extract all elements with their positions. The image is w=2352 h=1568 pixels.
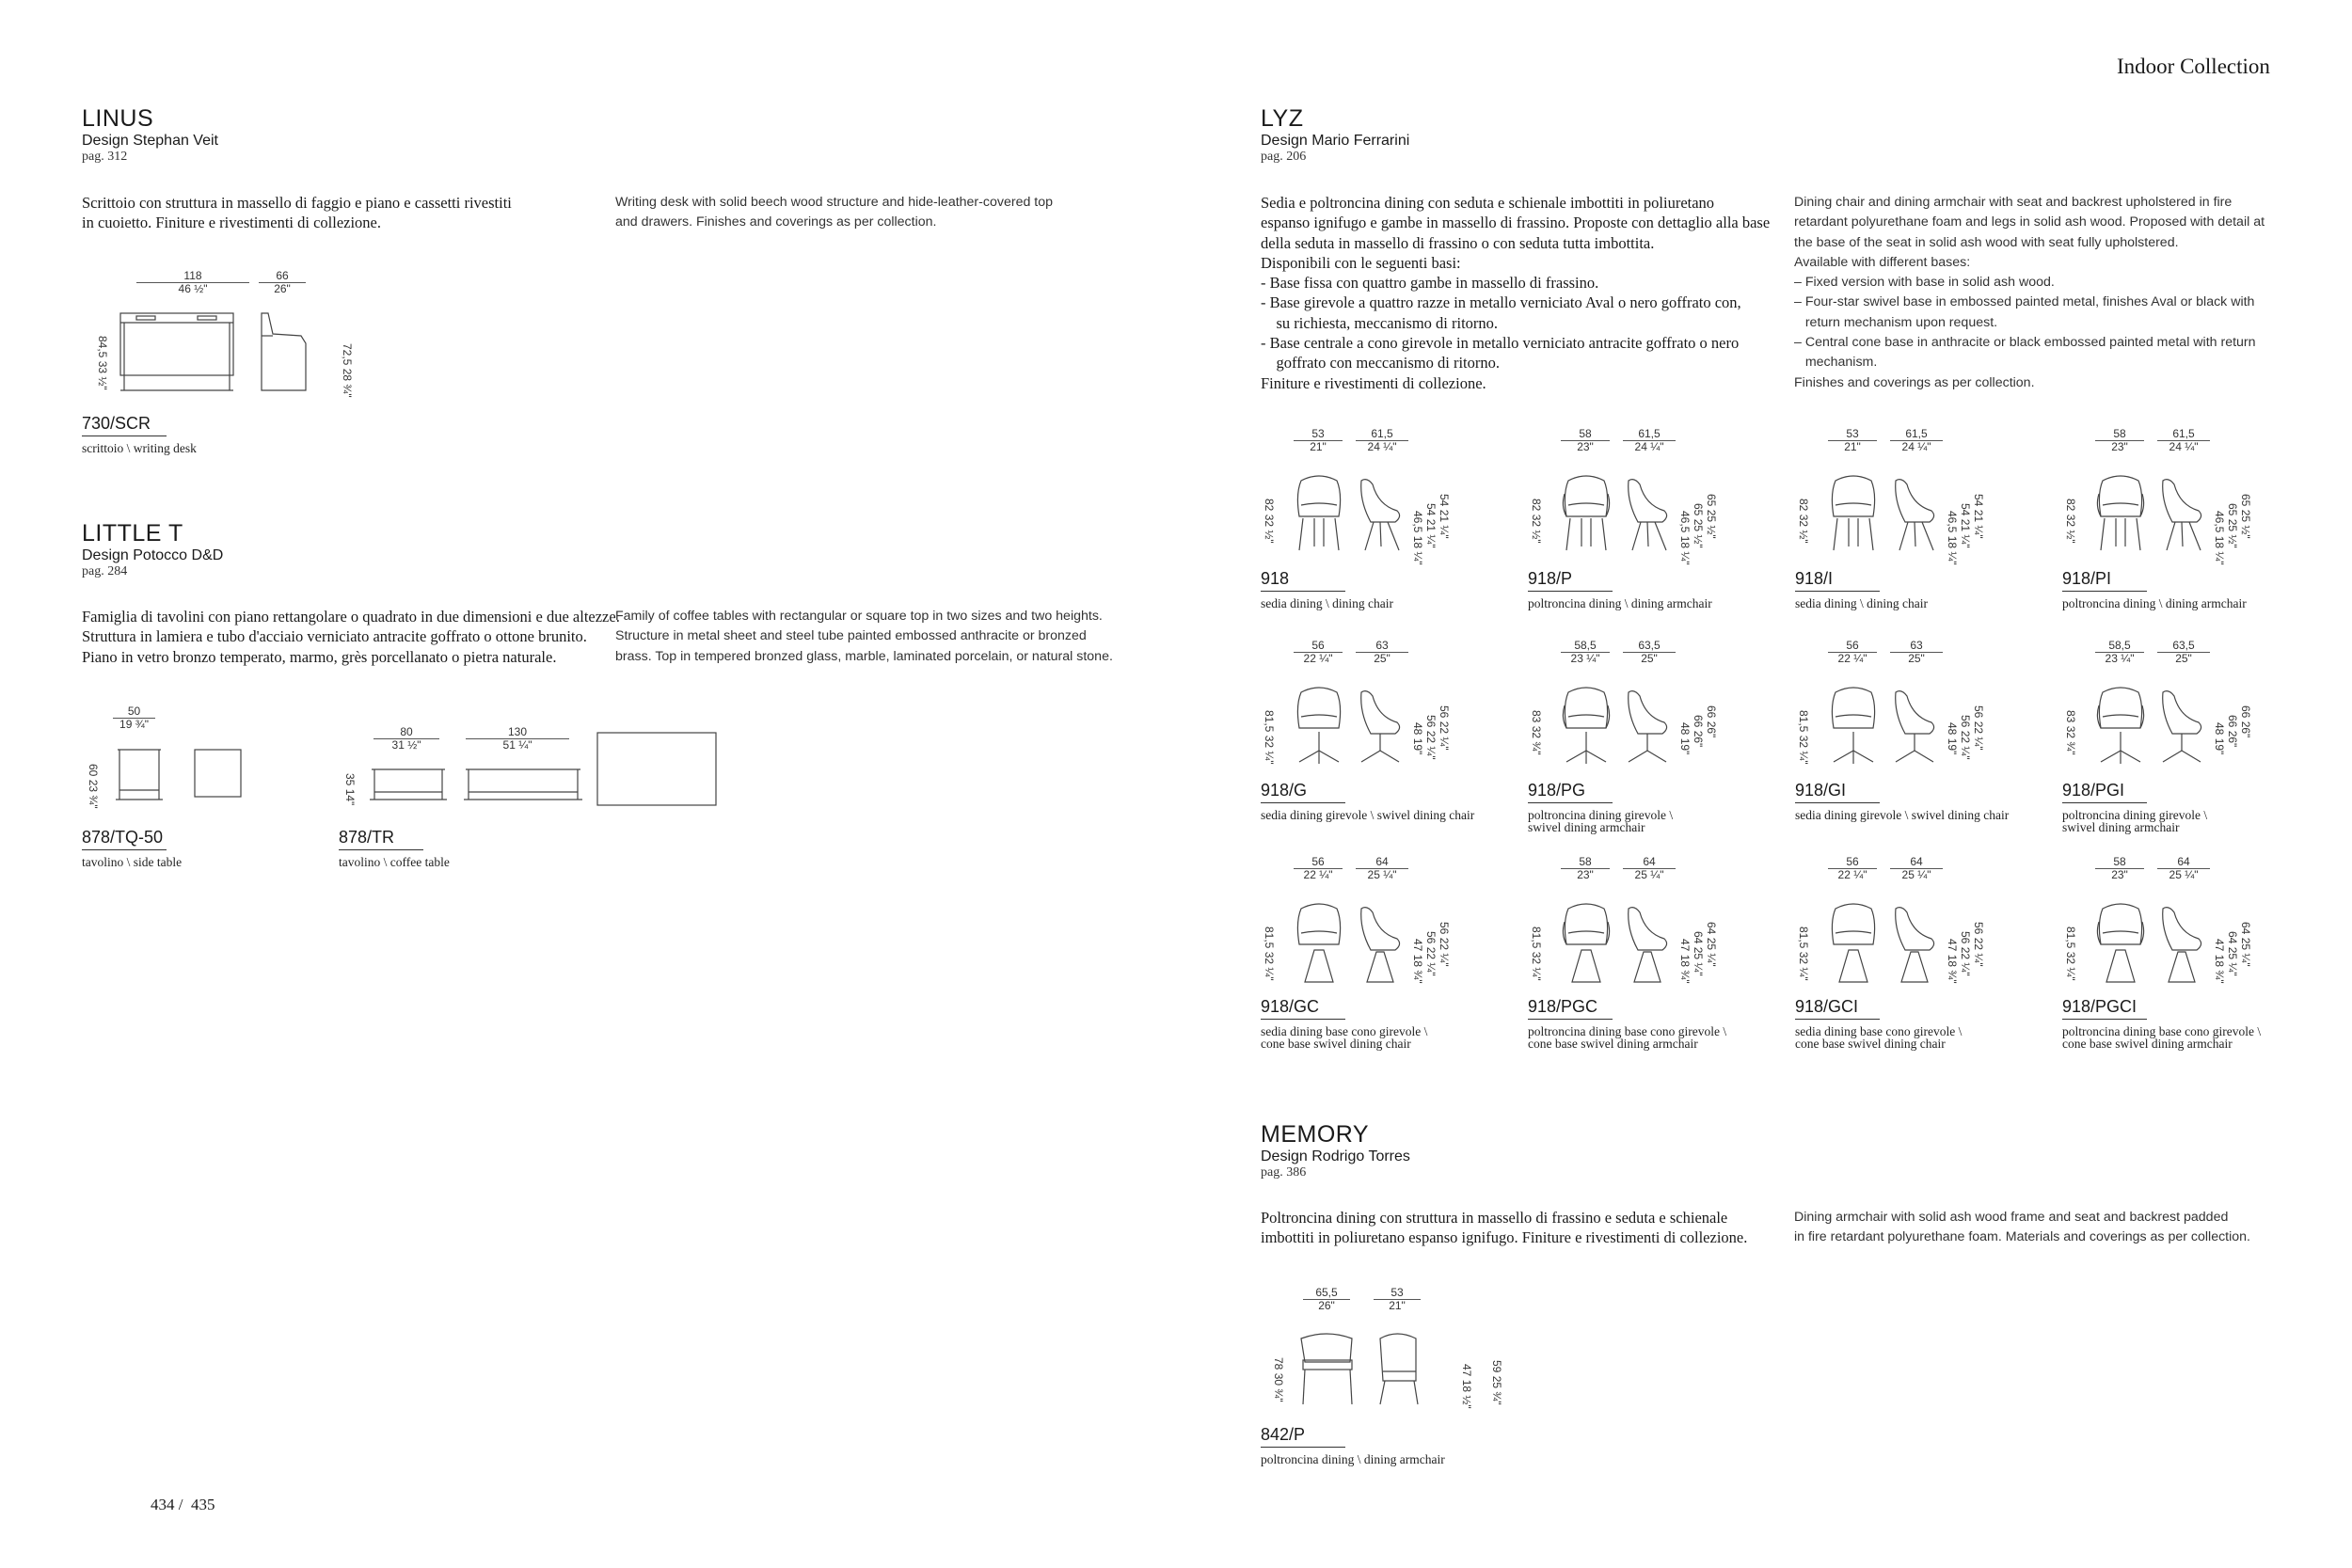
variant-code: 918/P: [1528, 569, 1573, 588]
chair-variant: [1256, 640, 1501, 828]
variant-code: 918/PG: [1528, 781, 1586, 800]
desk-svg: [80, 268, 362, 400]
variant-caption: sedia dining base cono girevole \ cone base swivel dining chair: [1795, 1024, 1963, 1051]
dim-height: 60 23 ¾": [87, 764, 100, 809]
dim-width: 58 23": [1561, 856, 1610, 881]
product-name: LITTLE T: [82, 520, 183, 546]
dim-width: 50 19 ¾": [113, 705, 155, 731]
dim-seat-height: 47 18 ¾": [1411, 939, 1424, 984]
variant-caption: sedia dining \ dining chair: [1261, 596, 1393, 610]
dim-seat-height: 47 18 ¾": [1946, 939, 1959, 984]
dim-height: 81,5 32 ¼": [1797, 927, 1810, 981]
page-ref: pag. 284: [82, 564, 128, 578]
dim-depth: 63 25": [1356, 640, 1408, 665]
dim-depth: 64 25 ¼": [1623, 856, 1676, 881]
code-rule: [1528, 1019, 1613, 1020]
dim-arm-height: 56 22 ¼": [1959, 931, 1972, 976]
dim-arm-height-2: 66 26": [2239, 705, 2252, 738]
code-rule: [1261, 1447, 1345, 1448]
variant-caption: sedia dining \ dining chair: [1795, 596, 1928, 610]
dim-arm-height-2: 56 22 ¼": [1438, 922, 1451, 967]
variant-caption: sedia dining base cono girevole \ cone base swivel dining chair: [1261, 1024, 1428, 1051]
chair-variant: [2058, 855, 2302, 1051]
dim-width: 118 46 ½": [136, 270, 249, 295]
chair-variant: [2058, 639, 2302, 834]
dim-width: 53 21": [1828, 428, 1877, 453]
page-ref: pag. 386: [1261, 1165, 1307, 1180]
dim-depth: 63,5 25": [2157, 640, 2210, 665]
chair-svg: [1256, 436, 1501, 567]
variant-code: 918/PGI: [2062, 781, 2125, 800]
dim-arm-height: 65 25 ½": [2226, 503, 2239, 548]
page-ref: pag. 312: [82, 150, 128, 164]
description-en: Family of coffee tables with rectangular or square top in two sizes and two heights. Structure in metal sheet and steel tube painted embossed anthracite or bronzed brass. Top in tempered bronzed glass, marble, laminated porcelain, or natural stone.: [615, 609, 1113, 664]
variant-caption: sedia dining girevole \ swivel dining chair: [1261, 808, 1475, 822]
product-memory: [1261, 1121, 1410, 1180]
code-730-scr: 730/SCR: [82, 414, 151, 433]
dim-arm-height-2: 56 22 ¼": [1972, 705, 1985, 751]
chair-svg: [2058, 863, 2302, 995]
memory-svg: [1256, 1287, 1519, 1409]
dim-height: 82 32 ½": [2064, 499, 2077, 544]
caption: tavolino \ coffee table: [339, 855, 450, 869]
dim-arm-height-2: 54 21 ¼": [1972, 494, 1985, 539]
chair-svg: [1256, 647, 1501, 779]
coffee-table-svg: [334, 726, 729, 820]
code-rule: [82, 849, 167, 850]
chair-svg: [1523, 436, 1768, 567]
chair-svg: [1523, 863, 1768, 995]
description-it: Famiglia di tavolini con piano rettangolare o quadrato in due dimensioni e due altezze. Struttura in lamiera e tubo d'acciaio verniciato antracite goffrato o ottone brunito. Piano in vetro bronzo temperato, marmo, grès porcellanato o pietra naturale.: [82, 608, 620, 666]
dim-seat-height: 47 18 ¾": [2213, 939, 2226, 984]
chair-variant: [1256, 428, 1501, 616]
description-en: Writing desk with solid beech wood structure and hide-leather-covered top and drawers. Finishes and coverings as per collection.: [615, 195, 1054, 230]
caption: poltroncina dining \ dining armchair: [1261, 1452, 1445, 1466]
product-name: LYZ: [1261, 105, 1304, 132]
variant-caption: poltroncina dining \ dining armchair: [2062, 596, 2247, 610]
variant-caption: sedia dining girevole \ swivel dining chair: [1795, 808, 2010, 822]
dim-arm-height: 65 25 ½": [1692, 503, 1705, 548]
variant-code: 918/G: [1261, 781, 1308, 800]
variant-caption: poltroncina dining base cono girevole \ cone base swivel dining armchair: [2062, 1024, 2262, 1051]
side-table-drawing: [80, 705, 268, 809]
variant-code: 918/PI: [2062, 569, 2112, 588]
dim-seat-height: 47 18 ¾": [1678, 939, 1692, 984]
dim-height: 81,5 32 ¼": [1263, 927, 1276, 981]
dim-depth: 61,5 24 ¼": [1890, 428, 1943, 453]
dim-height: 83 32 ¾": [2064, 710, 2077, 755]
coffee-table-drawing: [334, 726, 729, 820]
dim-height: 83 32 ¾": [1530, 710, 1543, 755]
dim-depth: 53 21": [1374, 1287, 1421, 1312]
dim-width: 56 22 ¼": [1828, 640, 1877, 665]
dim-width: 56 22 ¼": [1294, 640, 1343, 665]
dim-height: 82 32 ½": [1530, 499, 1543, 544]
designer: Design Stephan Veit: [82, 133, 218, 149]
chair-svg: [1790, 647, 2035, 779]
dim-width: 80 31 ½": [373, 726, 439, 752]
chair-svg: [1790, 436, 2035, 567]
chair-variant: [2058, 428, 2302, 616]
memory-drawing: [1256, 1287, 1519, 1409]
variant-code: 918/PGCI: [2062, 997, 2137, 1016]
caption: tavolino \ side table: [82, 855, 183, 869]
chair-variant: [1523, 639, 1768, 834]
side-table-svg: [80, 705, 268, 809]
dim-height: 81,5 32 ¼": [1797, 710, 1810, 765]
chair-variant: [1790, 855, 2035, 1051]
dim-arm-height: 54 21 ¼": [1959, 503, 1972, 548]
dim-width: 53 21": [1294, 428, 1343, 453]
dim-depth: 61,5 24 ¼": [1356, 428, 1408, 453]
dim-arm-height: 56 22 ¼": [1959, 715, 1972, 760]
chair-variant: [1523, 855, 1768, 1051]
chair-variant: [1523, 428, 1768, 616]
variant-caption: poltroncina dining girevole \ swivel dining armchair: [1528, 808, 1674, 834]
variant-code: 918/I: [1795, 569, 1834, 588]
collection-title: Indoor Collection: [2117, 55, 2270, 78]
product-lyz: [1261, 105, 1409, 165]
dim-height: 35 14": [343, 773, 357, 806]
product-linus: [82, 105, 218, 165]
variant-code: 918/GCI: [1795, 997, 1859, 1016]
designer: Design Rodrigo Torres: [1261, 1148, 1410, 1164]
dim-seat-height: 48 19": [1411, 722, 1424, 755]
dim-height: 78 30 ¾": [1272, 1357, 1285, 1402]
dim-depth: 63,5 25": [1623, 640, 1676, 665]
chair-variant: [1256, 855, 1501, 1051]
code-rule: [1795, 802, 1880, 803]
dim-height: 81,5 32 ¼": [2064, 927, 2077, 981]
dim-depth: 64 25 ¼": [1890, 856, 1943, 881]
dim-arm-height-2: 56 22 ¼": [1438, 705, 1451, 751]
designer: Design Mario Ferrarini: [1261, 133, 1410, 149]
dim-seat-height: 48 19": [1946, 722, 1959, 755]
code-rule: [1528, 591, 1613, 592]
dim-width: 65,5 26": [1303, 1287, 1350, 1312]
chair-svg: [1523, 647, 1768, 779]
code-842-p: 842/P: [1261, 1425, 1306, 1444]
dim-depth: 61,5 24 ¼": [1623, 428, 1676, 453]
dim-width: 58 23": [2095, 856, 2144, 881]
product-little-t: [82, 520, 223, 579]
dim-height-2: 72,5 28 ¾": [341, 343, 354, 398]
variant-code: 918/GI: [1795, 781, 1847, 800]
dim-arm-height: 66 26": [2226, 715, 2239, 748]
product-name: MEMORY: [1261, 1121, 1370, 1148]
description-en: Dining chair and dining armchair with seat and backrest upholstered in fire retardant polyurethane foam and legs in solid ash wood. Proposed with detail at the base of the seat in solid ash wood with seat fully upholstered. Available with different bases: – Fixed version with base in solid ash wood. – Four-star swivel base in embossed painted metal, finishes Aval or black with return mechanism upon request. – Central cone base in anthracite or black embossed painted metal with return mechanism. Finishes and coverings as per collection.: [1794, 195, 2265, 390]
variant-caption: poltroncina dining girevole \ swivel dining armchair: [2062, 808, 2208, 834]
dim-arm-height-2: 64 25 ¼": [1705, 922, 1718, 967]
dim-arm-height-2: 65 25 ½": [2239, 494, 2252, 539]
dim-seat-height: 46,5 18 ¼": [2213, 511, 2226, 565]
variant-code: 918: [1261, 569, 1290, 588]
chair-svg: [1790, 863, 2035, 995]
dim-height: 82 32 ½": [1263, 499, 1276, 544]
variant-caption: poltroncina dining base cono girevole \ cone base swivel dining armchair: [1528, 1024, 1727, 1051]
dim-seat-height: 46,5 18 ¼": [1411, 511, 1424, 565]
dim-width: 56 22 ¼": [1828, 856, 1877, 881]
variant-code: 918/PGC: [1528, 997, 1598, 1016]
page-numbers: 434 / 435: [151, 1496, 215, 1513]
dim-arm-height: 56 22 ¼": [1424, 931, 1438, 976]
code-rule: [1795, 591, 1880, 592]
description-en: Dining armchair with solid ash wood frame and seat and backrest padded in fire retardant polyurethane foam. Materials and coverings as per collection.: [1794, 1210, 2250, 1245]
dim-arm-height: 54 21 ¼": [1424, 503, 1438, 548]
chair-variant: [1790, 428, 2035, 616]
dim-seat-height: 47 18 ½": [1460, 1364, 1473, 1409]
dim-width: 58,5 23 ¼": [2095, 640, 2144, 665]
desk-drawing: [80, 268, 362, 400]
chair-variant: [1790, 640, 2035, 828]
dim-arm-height-2: 64 25 ¼": [2239, 922, 2252, 967]
description-it: Scrittoio con struttura in massello di faggio e piano e cassetti rivestiti in cuoietto. Finiture e rivestimenti di collezione.: [82, 194, 512, 232]
caption: scrittoio \ writing desk: [82, 441, 197, 455]
code-rule: [2062, 591, 2147, 592]
dim-depth: 63 25": [1890, 640, 1943, 665]
code-878-tq-50: 878/TQ-50: [82, 828, 164, 847]
product-name: LINUS: [82, 105, 154, 132]
dim-height: 82 32 ½": [1797, 499, 1810, 544]
dim-height: 84,5 33 ½": [96, 336, 109, 390]
dim-depth: 64 25 ¼": [1356, 856, 1408, 881]
code-rule: [1261, 802, 1345, 803]
dim-seat-height: 48 19": [1678, 722, 1692, 755]
dim-height: 81,5 32 ¼": [1530, 927, 1543, 981]
description-it: Sedia e poltroncina dining con seduta e schienale imbottiti in poliuretano espanso ignifugo e gambe in massello di frassino. Proposte con dettaglio alla base della seduta in massello di frassino o con seduta tutta imbottita. Disponibili con le seguenti basi: - Base fissa con quattro gambe in massello di frassino. - Base girevole a quattro razze in metallo verniciato Aval o nero goffrato con, su richiesta, meccanismo di ritorno. - Base centrale a cono girevole in metallo verniciato antracite goffrato o nero goffrato con meccanismo di ritorno. Finiture e rivestimenti di collezione.: [1261, 194, 1771, 392]
dim-arm-height: 59 25 ¾": [1490, 1360, 1503, 1405]
dim-width-2: 130 51 ¼": [466, 726, 569, 752]
dim-depth: 64 25 ¼": [2157, 856, 2210, 881]
dim-arm-height-2: 65 25 ½": [1705, 494, 1718, 539]
chair-svg: [2058, 436, 2302, 567]
code-rule: [2062, 802, 2147, 803]
dim-seat-height: 46,5 18 ¼": [1946, 511, 1959, 565]
dim-depth: 61,5 24 ¼": [2157, 428, 2210, 453]
dim-width: 56 22 ¼": [1294, 856, 1343, 881]
dim-arm-height: 56 22 ¼": [1424, 715, 1438, 760]
variant-caption: poltroncina dining \ dining armchair: [1528, 596, 1712, 610]
dim-width: 58 23": [2095, 428, 2144, 453]
dim-arm-height: 66 26": [1692, 715, 1705, 748]
dim-seat-height: 48 19": [2213, 722, 2226, 755]
code-878-tr: 878/TR: [339, 828, 395, 847]
dim-seat-height: 46,5 18 ¼": [1678, 511, 1692, 565]
code-rule: [1261, 1019, 1345, 1020]
variant-code: 918/GC: [1261, 997, 1320, 1016]
description-it: Poltroncina dining con struttura in massello di frassino e seduta e schienale imbottiti in poliuretano espanso ignifugo. Finiture e rivestimenti di collezione.: [1261, 1209, 1748, 1247]
code-rule: [2062, 1019, 2147, 1020]
dim-depth: 66 26": [259, 270, 306, 295]
code-rule: [1795, 1019, 1880, 1020]
dim-arm-height-2: 56 22 ¼": [1972, 922, 1985, 967]
dim-arm-height: 64 25 ¼": [2226, 931, 2239, 976]
chair-svg: [2058, 647, 2302, 779]
dim-height: 81,5 32 ¼": [1263, 710, 1276, 765]
designer: Design Potocco D&D: [82, 547, 224, 563]
code-rule: [1528, 802, 1613, 803]
chair-svg: [1256, 863, 1501, 995]
dim-arm-height-2: 54 21 ¼": [1438, 494, 1451, 539]
dim-width: 58,5 23 ¼": [1561, 640, 1610, 665]
code-rule: [1261, 591, 1345, 592]
dim-width: 58 23": [1561, 428, 1610, 453]
dim-arm-height-2: 66 26": [1705, 705, 1718, 738]
code-rule: [339, 849, 423, 850]
page-ref: pag. 206: [1261, 150, 1307, 164]
dim-arm-height: 64 25 ¼": [1692, 931, 1705, 976]
